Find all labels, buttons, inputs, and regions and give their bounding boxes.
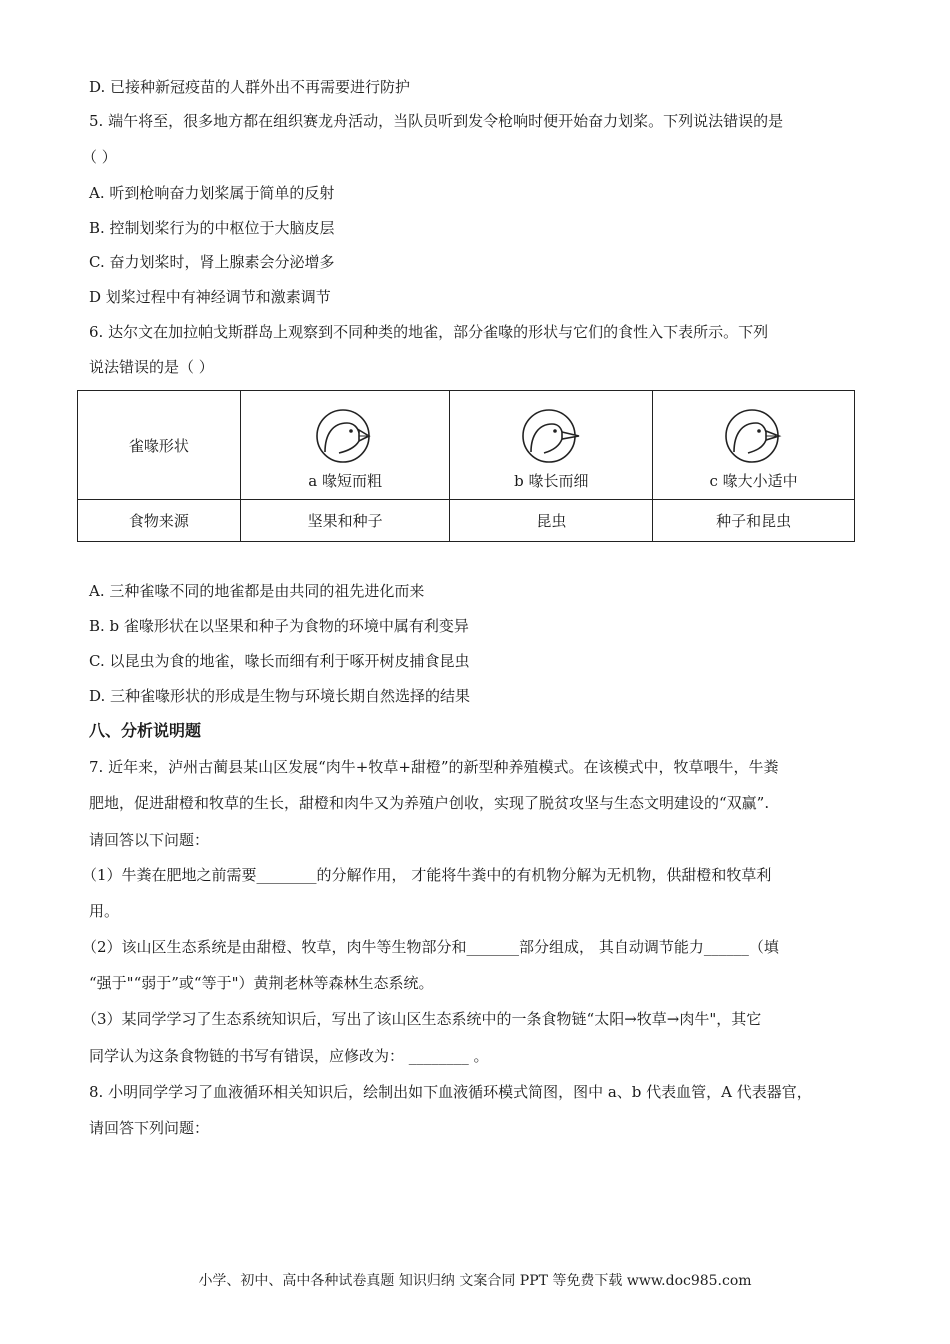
beak-caption-b: b 喙长而细 [514, 471, 589, 490]
food-source-c: 种子和昆虫 [653, 500, 855, 542]
question-8-stem: 8. 小明同学学习了血液循环相关知识后，绘制出如下血液循环模式简图，图中 a、b 代表血管，A 代表器官， [89, 1083, 812, 1101]
question-7-stem-cont: 肥地，促进甜橙和牧草的生长，甜橙和肉牛又为养殖户创收，实现了脱贫攻坚与生态文明建设的“双赢”. [89, 794, 770, 812]
option-a-q5: A. 听到枪响奋力划桨属于简单的反射 [89, 184, 335, 202]
section-title: 八、分析说明题 [89, 721, 202, 740]
option-d-q5: D 划桨过程中有神经调节和激素调节 [89, 288, 331, 306]
question-7-part-2: （2）该山区生态系统是由甜橙、牧草，肉牛等生物部分和_______部分组成， 其自动调节能力______（填 [82, 938, 779, 956]
question-7-part-2-cont: “强于"“弱于”或“等于"）黄荆老林等森林生态系统。 [89, 974, 434, 992]
question-8-prompt: 请回答下列问题： [89, 1119, 210, 1137]
beak-caption-c: c 喙大小适中 [709, 471, 798, 490]
question-5-stem: 5. 端午将至，很多地方都在组织赛龙舟活动，当队员听到发令枪响时便开始奋力划桨。下列说法错误的是 [89, 112, 784, 130]
question-7-part-1-cont: 用。 [89, 902, 120, 920]
option-c-q6: C. 以昆虫为食的地雀，喙长而细有利于啄开树皮捕食昆虫 [89, 652, 470, 670]
beak-cell-b [450, 391, 653, 500]
finch-long-thin-beak-icon [521, 408, 581, 464]
page-footer: 小学、初中、高中各种试卷真题 知识归纳 文案合同 PPT 等免费下载 www.doc985.com [198, 1273, 752, 1289]
question-7-prompt: 请回答以下问题： [89, 831, 210, 849]
option-d-q4: D. 已接种新冠疫苗的人群外出不再需要进行防护 [89, 78, 411, 96]
finch-short-thick-beak-icon [315, 408, 375, 464]
food-source-a: 坚果和种子 [240, 500, 450, 542]
question-7-part-3: （3）某同学学习了生态系统知识后，写出了该山区生态系统中的一条食物链“太阳→牧草→肉牛"，其它 [82, 1010, 762, 1028]
beak-shape-header: 雀喙形状 [78, 391, 241, 500]
option-c-q5: C. 奋力划桨时，肾上腺素会分泌增多 [89, 253, 335, 271]
beak-food-table [77, 390, 855, 542]
beak-cell-c [653, 391, 855, 500]
option-b-q6: B. b 雀喙形状在以坚果和种子为食物的环境中属有利变异 [89, 617, 469, 635]
option-d-q6: D. 三种雀喙形状的形成是生物与环境长期自然选择的结果 [89, 687, 471, 705]
beak-caption-a: a 喙短而粗 [308, 471, 382, 490]
food-source-b: 昆虫 [450, 500, 653, 542]
question-5-bracket: （ ） [82, 148, 117, 166]
question-6-stem-cont: 说法错误的是（ ） [89, 358, 214, 376]
question-6-stem: 6. 达尔文在加拉帕戈斯群岛上观察到不同种类的地雀，部分雀喙的形状与它们的食性入下表所示。下列 [89, 323, 769, 341]
option-a-q6: A. 三种雀喙不同的地雀都是由共同的祖先进化而来 [89, 582, 425, 600]
question-7-stem: 7. 近年来，泸州古蔺县某山区发展“肉牛+牧草+甜橙”的新型种养殖模式。在该模式中，牧草喂牛，牛粪 [89, 758, 779, 776]
food-source-header: 食物来源 [78, 500, 241, 542]
question-7-part-1: （1）牛粪在肥地之前需要________的分解作用， 才能将牛粪中的有机物分解为无机物，供甜橙和牧草利 [82, 866, 772, 884]
question-7-part-3-cont: 同学认为这条食物链的书写有错误，应修改为： ________ 。 [89, 1047, 489, 1065]
beak-cell-a [240, 391, 450, 500]
option-b-q5: B. 控制划桨行为的中枢位于大脑皮层 [89, 219, 335, 237]
finch-medium-beak-icon [724, 408, 784, 464]
